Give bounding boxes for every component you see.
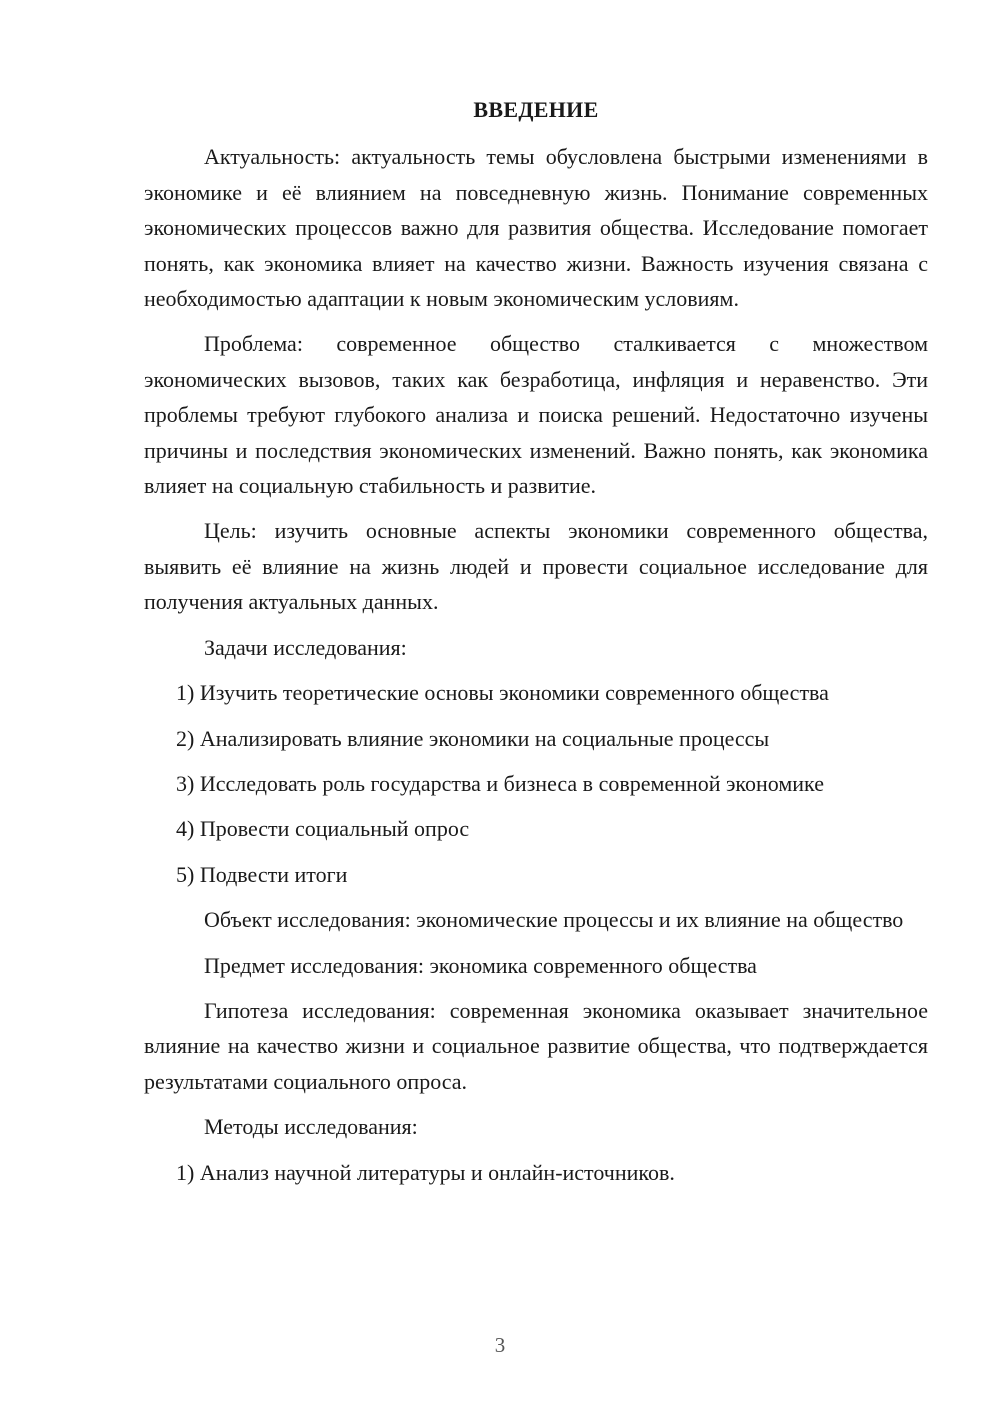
tasks-list: [144, 675, 928, 892]
document-page: [144, 92, 928, 1200]
task-item: 2) Анализировать влияние экономики на социальные процессы: [176, 725, 770, 751]
hypothesis-paragraph: Гипотеза исследования: современная экономика оказывает значительное влияние на качество жизни и социальное развитие общества, что подтверждается результатами социального опроса.: [144, 997, 928, 1094]
task-item: 3) Исследовать роль государства и бизнеса в современной экономике: [176, 770, 824, 796]
task-item: 5) Подвести итоги: [176, 861, 348, 887]
methods-list: [144, 1155, 928, 1190]
relevance-paragraph: Актуальность: актуальность темы обусловлена быстрыми изменениями в экономике и её влиянием на повседневную жизнь. Понимание современных экономических процессов важно для развития общества. Исследование помогает понять, как экономика влияет на качество жизни. Важность изучения связана с необходимостью адаптации к новым экономическим условиям.: [144, 144, 928, 312]
task-item: 1) Изучить теоретические основы экономики современного общества: [176, 680, 829, 706]
methods-heading: Методы исследования:: [204, 1114, 418, 1140]
method-item: 1) Анализ научной литературы и онлайн-источников.: [176, 1159, 675, 1185]
page-number: 3: [494, 1333, 506, 1357]
goal-paragraph: Цель: изучить основные аспекты экономики современного общества, выявить её влияние на жизнь людей и провести социальное исследование для получения актуальных данных.: [144, 518, 928, 615]
problem-paragraph: Проблема: современное общество сталкивается с множеством экономических вызовов, таких как безработица, инфляция и неравенство. Эти проблемы требуют глубокого анализа и поиска решений. Недостаточно изучены причины и последствия экономических изменений. Важно понять, как экономика влияет на социальную стабильность и развитие.: [144, 331, 928, 499]
object-paragraph: Объект исследования: экономические процессы и их влияние на общество: [204, 907, 904, 933]
tasks-heading: Задачи исследования:: [204, 634, 407, 660]
subject-paragraph: Предмет исследования: экономика современного общества: [204, 952, 757, 978]
task-item: 4) Провести социальный опрос: [176, 816, 470, 842]
section-title: ВВЕДЕНИЕ: [473, 97, 599, 122]
